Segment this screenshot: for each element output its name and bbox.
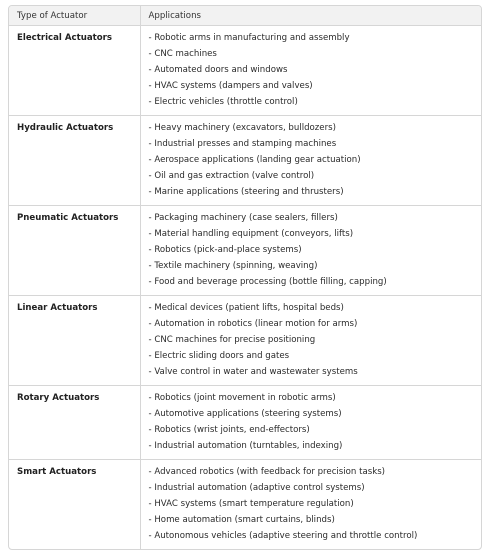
table-row [9,116,481,206]
list-item: - Marine applications (steering and thrusters) [149,184,474,200]
list-item: - Automotive applications (steering systems) [149,406,474,422]
applications-cell [140,296,481,386]
table-body [9,26,481,550]
applications-list [149,30,474,110]
list-item: - Robotics (pick-and-place systems) [149,242,474,258]
list-item: - Industrial automation (turntables, indexing) [149,438,474,454]
applications-list [149,120,474,200]
list-item: - Oil and gas extraction (valve control) [149,168,474,184]
actuator-type-cell: Rotary Actuators [9,386,140,460]
list-item: - CNC machines for precise positioning [149,332,474,348]
list-item: - Robotics (joint movement in robotic arms) [149,390,474,406]
list-item: - Autonomous vehicles (adaptive steering and throttle control) [149,528,474,544]
applications-cell [140,26,481,116]
list-item: - Textile machinery (spinning, weaving) [149,258,474,274]
list-item: - CNC machines [149,46,474,62]
list-item: - Heavy machinery (excavators, bulldozers) [149,120,474,136]
table-row [9,296,481,386]
table-header [9,6,481,26]
applications-cell [140,206,481,296]
actuator-type-cell: Pneumatic Actuators [9,206,140,296]
actuator-type-cell: Linear Actuators [9,296,140,386]
list-item: - Electric sliding doors and gates [149,348,474,364]
actuator-applications-table [8,5,482,550]
header-row [9,6,481,26]
list-item: - Electric vehicles (throttle control) [149,94,474,110]
table-row [9,26,481,116]
list-item: - Aerospace applications (landing gear actuation) [149,152,474,168]
list-item: - Robotic arms in manufacturing and assembly [149,30,474,46]
list-item: - Advanced robotics (with feedback for precision tasks) [149,464,474,480]
actuator-type-cell: Smart Actuators [9,460,140,550]
actuator-type-cell: Hydraulic Actuators [9,116,140,206]
list-item: - Industrial automation (adaptive control systems) [149,480,474,496]
list-item: - Medical devices (patient lifts, hospital beds) [149,300,474,316]
list-item: - Automation in robotics (linear motion for arms) [149,316,474,332]
applications-list [149,390,474,454]
table [9,6,481,549]
applications-cell [140,460,481,550]
table-row [9,386,481,460]
list-item: - Valve control in water and wastewater systems [149,364,474,380]
list-item: - Packaging machinery (case sealers, fillers) [149,210,474,226]
header-applications: Applications [140,6,481,26]
list-item: - Food and beverage processing (bottle filling, capping) [149,274,474,290]
list-item: - Robotics (wrist joints, end-effectors) [149,422,474,438]
applications-list [149,210,474,290]
table-row [9,460,481,550]
applications-list [149,464,474,544]
list-item: - Industrial presses and stamping machines [149,136,474,152]
applications-cell [140,386,481,460]
table-row [9,206,481,296]
list-item: - Automated doors and windows [149,62,474,78]
actuator-type-cell: Electrical Actuators [9,26,140,116]
applications-cell [140,116,481,206]
applications-list [149,300,474,380]
header-type-of-actuator: Type of Actuator [9,6,140,26]
list-item: - Home automation (smart curtains, blinds) [149,512,474,528]
list-item: - Material handling equipment (conveyors, lifts) [149,226,474,242]
list-item: - HVAC systems (smart temperature regulation) [149,496,474,512]
list-item: - HVAC systems (dampers and valves) [149,78,474,94]
